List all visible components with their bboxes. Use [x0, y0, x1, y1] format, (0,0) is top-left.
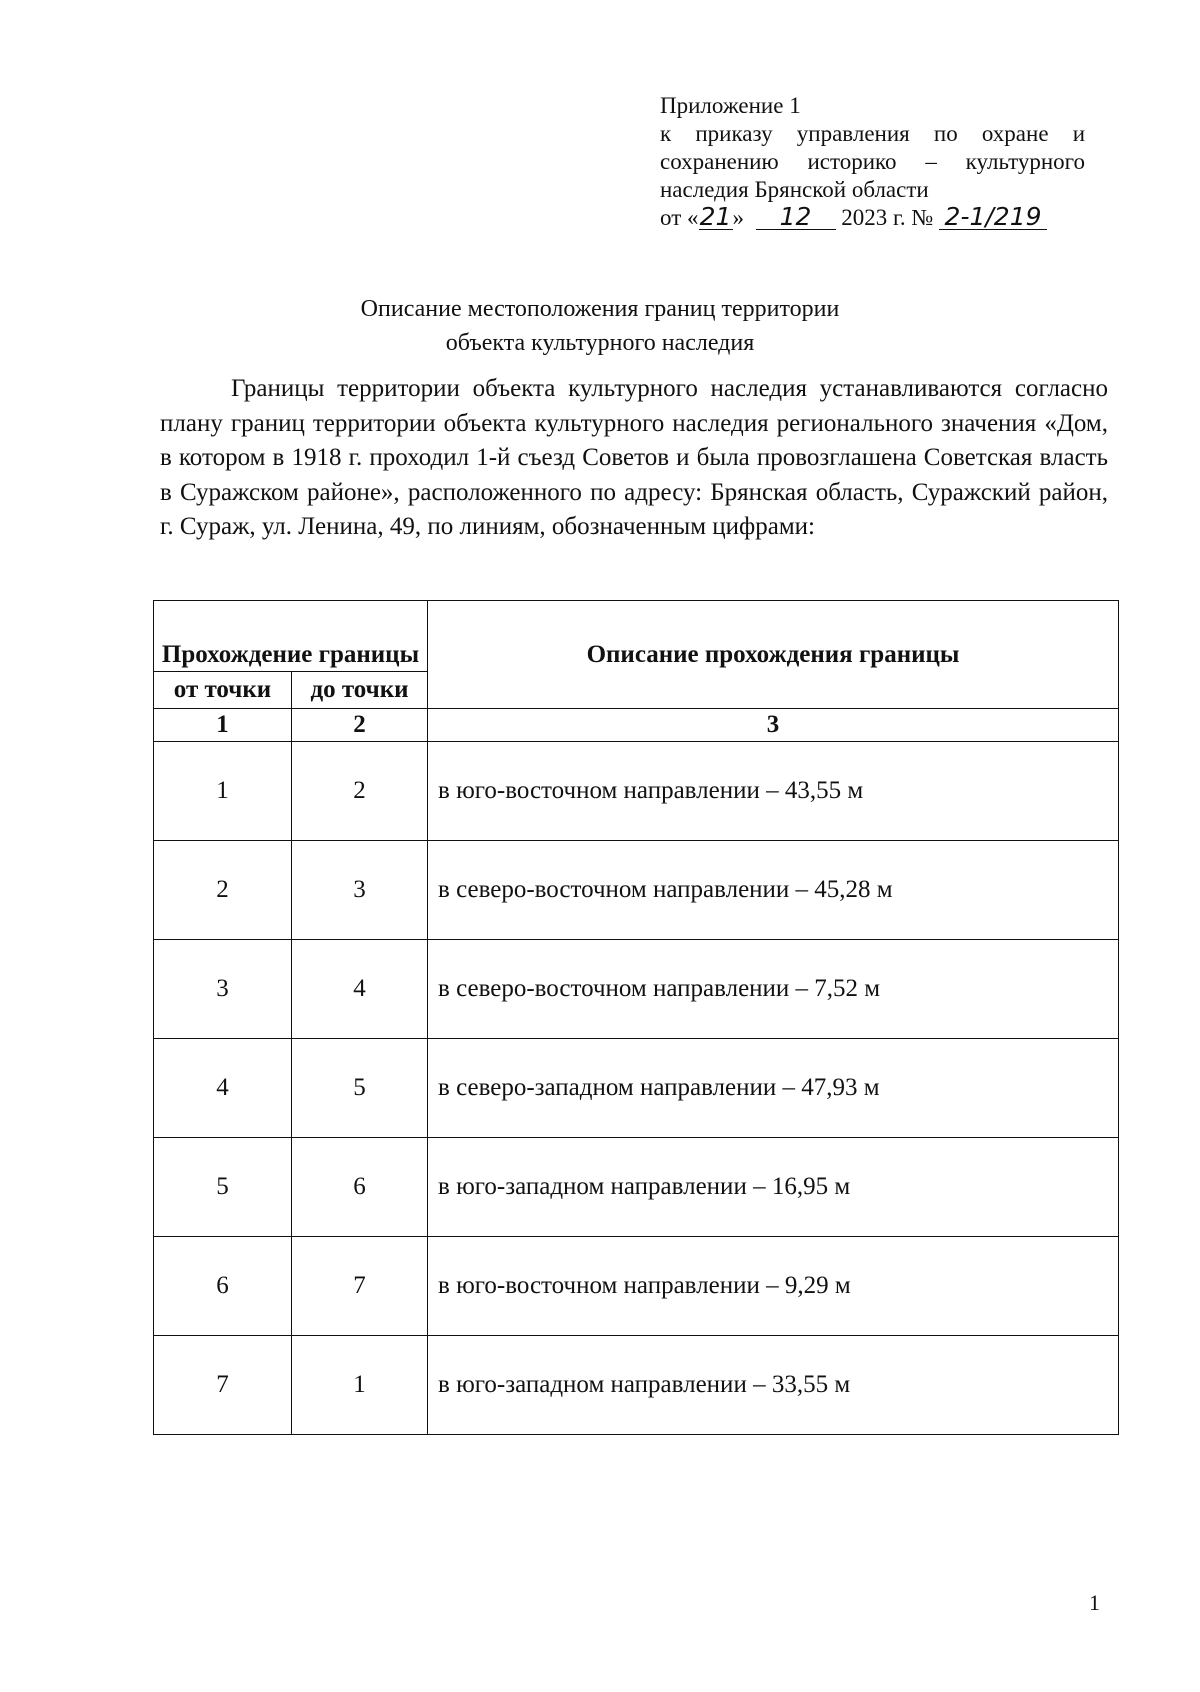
- header-description: Описание прохождения границы: [428, 601, 1119, 709]
- boundary-description: в юго-западном направлении – 16,95 м: [428, 1138, 1119, 1237]
- to-point: 5: [292, 1039, 428, 1138]
- to-point: 1: [292, 1336, 428, 1435]
- from-point: 4: [154, 1039, 292, 1138]
- table-row: [154, 841, 1119, 940]
- to-point: 3: [292, 841, 428, 940]
- page-number: 1: [1089, 1590, 1100, 1615]
- table-row: [154, 1039, 1119, 1138]
- document-title: [0, 292, 1200, 360]
- boundary-description: в юго-восточном направлении – 9,29 м: [428, 1237, 1119, 1336]
- column-number: 3: [428, 709, 1119, 742]
- appendix-line: сохранению историко – культурного: [660, 149, 1085, 174]
- title-line: объекта культурного наследия: [445, 330, 755, 356]
- date-month: 12: [756, 205, 836, 230]
- table-row: [154, 1336, 1119, 1435]
- from-point: 7: [154, 1336, 292, 1435]
- header-from: от точки: [154, 672, 292, 709]
- column-number: 2: [292, 709, 428, 742]
- from-point: 6: [154, 1237, 292, 1336]
- date-prefix: от «: [660, 205, 699, 230]
- appendix-title: Приложение 1: [660, 93, 801, 118]
- order-date-line: [660, 204, 1085, 232]
- table-row: [154, 742, 1119, 841]
- table-row: [154, 1237, 1119, 1336]
- to-point: 6: [292, 1138, 428, 1237]
- date-year: 2023 г. №: [841, 205, 934, 230]
- from-point: 2: [154, 841, 292, 940]
- appendix-line: к приказу управления по охране и: [660, 121, 1085, 146]
- table-row: [154, 1138, 1119, 1237]
- boundary-description: в юго-западном направлении – 33,55 м: [428, 1336, 1119, 1435]
- to-point: 7: [292, 1237, 428, 1336]
- header-passage: Прохождение границы: [154, 601, 428, 672]
- from-point: 3: [154, 940, 292, 1039]
- to-point: 4: [292, 940, 428, 1039]
- date-mid: »: [732, 205, 744, 230]
- table-row: [154, 940, 1119, 1039]
- appendix-header: [660, 92, 1085, 232]
- from-point: 1: [154, 742, 292, 841]
- boundary-description: в северо-западном направлении – 47,93 м: [428, 1039, 1119, 1138]
- date-day: 21: [699, 202, 732, 231]
- header-to: до точки: [292, 672, 428, 709]
- boundary-description: в юго-восточном направлении – 43,55 м: [428, 742, 1119, 841]
- boundary-table: [153, 600, 1119, 1435]
- column-number: 1: [154, 709, 292, 742]
- boundary-description: в северо-восточном направлении – 45,28 м: [428, 841, 1119, 940]
- title-line: Описание местоположения границ территории: [360, 296, 840, 322]
- body-paragraph: Границы территории объекта культурного наследия устанавливаются согласно плану границ территории объекта культурного наследия регионального значения «Дом, в котором в 1918 г. проходил 1-й съезд Советов и была провозглашена Советская власть в Суражском районе», расположенного по адресу: Брянская область, Суражский район, г. Сураж, ул. Ленина, 49, по линиям, обозначенным цифрами:: [160, 375, 1108, 541]
- order-number: 2-1/219: [939, 205, 1047, 230]
- boundary-description: в северо-восточном направлении – 7,52 м: [428, 940, 1119, 1039]
- to-point: 2: [292, 742, 428, 841]
- from-point: 5: [154, 1138, 292, 1237]
- appendix-line: наследия Брянской области: [660, 177, 929, 202]
